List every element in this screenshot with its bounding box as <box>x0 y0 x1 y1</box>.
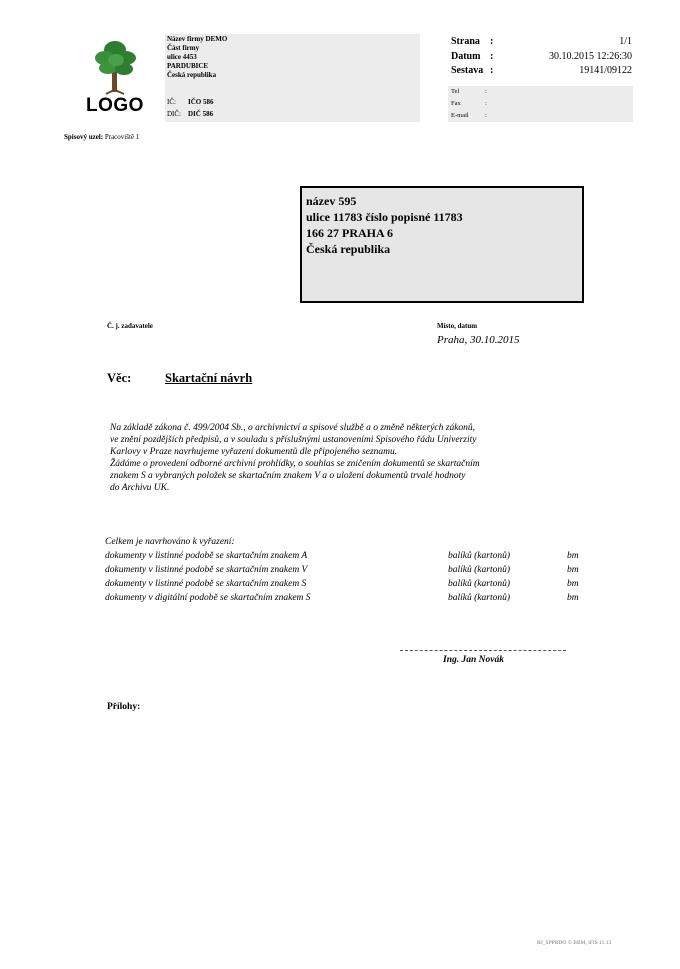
company-country: Česká republika <box>167 71 217 79</box>
summary-row-unit2: bm <box>567 565 579 575</box>
email-label: E-mail <box>451 112 469 119</box>
logo-text: LOGO <box>86 95 144 116</box>
summary-row-label: dokumenty v listinné podobě se skartačním znakem S <box>105 579 307 589</box>
ic-label: IČ: <box>167 98 176 106</box>
subject-label: Věc: <box>107 371 132 385</box>
fax-label: Fax <box>451 100 461 107</box>
contact-box <box>448 86 633 122</box>
email-colon: : <box>485 112 487 119</box>
place-date-value: Praha, 30.10.2015 <box>437 334 520 346</box>
company-city: PARDUBICE <box>167 62 209 70</box>
address-line-2: ulice 11783 číslo popisné 11783 <box>306 210 463 224</box>
summary-row-label: dokumenty v listinné podobě se skartačním znakem A <box>105 551 308 561</box>
tel-colon: : <box>485 88 487 95</box>
address-line-3: 166 27 PRAHA 6 <box>306 226 393 240</box>
spisovy-uzel-value: Pracoviště 1 <box>104 133 140 141</box>
page-label: Strana <box>451 36 480 47</box>
signature-line <box>400 650 566 651</box>
subject-value: Skartační návrh <box>165 371 253 385</box>
company-street: ulice 4453 <box>167 53 197 61</box>
summary-row-label: dokumenty v listinné podobě se skartačním znakem V <box>105 565 308 575</box>
ic-value: IČO 586 <box>188 98 214 106</box>
place-date-label: Místo, datum <box>437 322 478 330</box>
page-value: 1/1 <box>619 36 632 47</box>
body-line-3: Karlovy v Praze navrhujeme vyřazení dokumentů dle připojeného seznamu. <box>110 447 398 457</box>
summary-row-unit2: bm <box>567 551 579 561</box>
attachments-label: Přílohy: <box>107 702 141 712</box>
summary-row-unit2: bm <box>567 579 579 589</box>
spisovy-uzel <box>64 133 139 141</box>
date-label: Datum <box>451 51 481 62</box>
summary-row-unit1: balíků (kartonů) <box>448 565 511 575</box>
dic-label: DIČ: <box>167 110 181 118</box>
body-line-2: ve znění pozdějších předpisů, a v souladu s příslušnými ustanoveními Spisového řádu Univerzity <box>110 435 477 445</box>
body-line-1: Na základě zákona č. 499/2004 Sb., o archivnictví a spisové službě a o změně některých zákonů, <box>110 423 476 433</box>
date-colon: : <box>490 51 494 62</box>
set-value: 19141/09122 <box>579 65 632 76</box>
spisovy-uzel-label: Spisový uzel: <box>64 133 104 141</box>
summary-row-unit1: balíků (kartonů) <box>448 551 511 561</box>
dic-value: DIČ 586 <box>188 110 214 118</box>
set-label: Sestava <box>451 65 484 76</box>
fax-colon: : <box>485 100 487 107</box>
cj-label: Č. j. zadavatele <box>107 322 153 330</box>
set-colon: : <box>490 65 494 76</box>
body-line-6: do Archivu UK. <box>110 483 170 493</box>
page-colon: : <box>490 36 494 47</box>
summary-row-unit1: balíků (kartonů) <box>448 579 511 589</box>
company-division: Část firmy <box>167 44 200 52</box>
address-line-1: název 595 <box>306 194 357 208</box>
summary-row-unit1: balíků (kartonů) <box>448 593 511 603</box>
summary-title: Celkem je navrhováno k vyřazení: <box>105 537 235 547</box>
footer-code: RJ_SPPRDO © BBM, iFIS 11.13 <box>537 940 612 946</box>
date-value: 30.10.2015 12:26:30 <box>548 51 632 62</box>
body-line-5: znakem S a vybraných položek se skartačním znakem V a o uložení dokumentů trvalé hodnoty <box>110 471 466 481</box>
tel-label: Tel <box>451 88 460 95</box>
summary-row-label: dokumenty v digitální podobě se skartačním znakem S <box>105 593 311 603</box>
body-line-4: Žádáme o provedení odborné archivní prohlídky, o souhlas se zničením dokumentů se skartačním <box>110 459 480 469</box>
address-line-4: Česká republika <box>306 242 391 256</box>
company-name: Název firmy DEMO <box>167 35 228 43</box>
signature-name: Ing. Jan Novák <box>443 655 504 665</box>
summary-row-unit2: bm <box>567 593 579 603</box>
